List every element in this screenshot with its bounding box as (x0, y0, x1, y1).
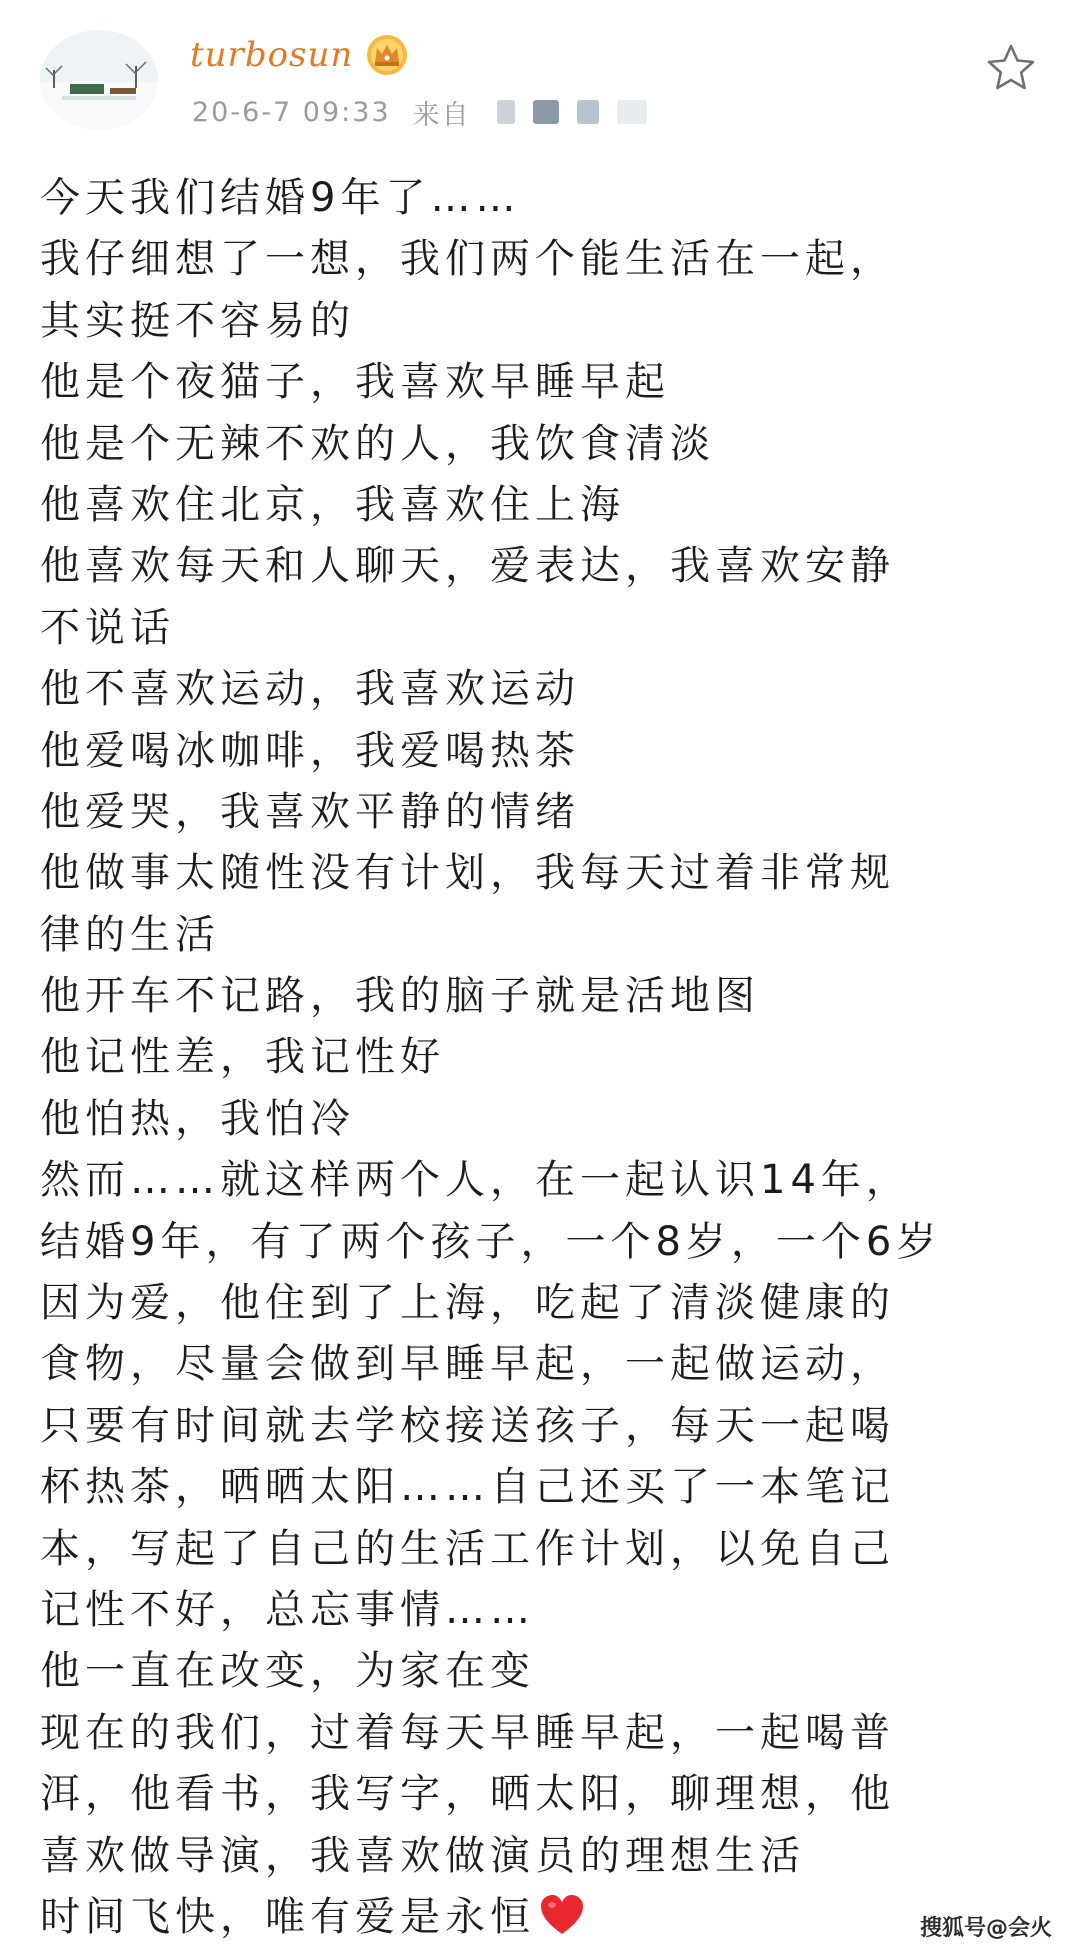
user-avatar[interactable] (40, 30, 158, 130)
post-line: 结婚9年，有了两个孩子，一个8岁，一个6岁 (40, 1218, 942, 1265)
username-row (190, 30, 409, 80)
username-link[interactable]: turbosun (190, 35, 354, 75)
post-line-last-text: 时间飞快，唯有爱是永恒 (40, 1893, 535, 1940)
post-line-last (40, 1887, 1040, 1947)
post-line: 他爱喝冰咖啡，我爱喝热茶 (40, 727, 580, 774)
post-timestamp: 20-6-7 09:33 (192, 96, 391, 128)
post-line: 他做事太随性没有计划，我每天过着非常规 (40, 850, 895, 897)
post-line: 他记性差，我记性好 (40, 1034, 445, 1081)
blurred-source-device (497, 100, 647, 124)
post-line: 他怕热，我怕冷 (40, 1095, 355, 1142)
crown-icon (365, 34, 409, 76)
post-header (0, 0, 1080, 150)
post-line: 他喜欢每天和人聊天，爱表达，我喜欢安静 (40, 543, 895, 590)
watermark: 搜狐号@会火 (920, 1916, 1053, 1941)
heart-icon (539, 1894, 585, 1936)
post-line: 因为爱，他住到了上海，吃起了清淡健康的 (40, 1280, 895, 1327)
post-line: 他开车不记路，我的脑子就是活地图 (40, 973, 760, 1020)
post-line: 只要有时间就去学校接送孩子，每天一起喝 (40, 1402, 895, 1449)
post-line: 不说话 (40, 604, 175, 651)
post-line: 他是个夜猫子，我喜欢早睡早起 (40, 359, 670, 406)
post-line: 现在的我们，过着每天早睡早起，一起喝普 (40, 1709, 895, 1756)
post-content (40, 168, 1040, 1947)
post-line: 他不喜欢运动，我喜欢运动 (40, 666, 580, 713)
post-line: 杯热茶，晒晒太阳……自己还买了一本笔记 (40, 1464, 895, 1511)
post-line: 本，写起了自己的生活工作计划，以免自己 (40, 1525, 895, 1572)
post-meta (192, 92, 647, 132)
post-line: 洱，他看书，我写字，晒太阳，聊理想，他 (40, 1771, 895, 1818)
snow-landscape-avatar-icon (40, 30, 158, 130)
post-line: 然而……就这样两个人，在一起认识14年， (40, 1157, 911, 1204)
post-line: 他是个无辣不欢的人，我饮食清淡 (40, 420, 715, 467)
post-line: 今天我们结婚9年了…… (40, 175, 521, 221)
post-line: 律的生活 (40, 911, 220, 958)
post-line: 记性不好，总忘事情…… (40, 1586, 535, 1633)
post-line: 其实挺不容易的 (40, 297, 355, 344)
post-line: 喜欢做导演，我喜欢做演员的理想生活 (40, 1832, 805, 1879)
post-source-label: 来自 (412, 99, 471, 131)
post-line: 他爱哭，我喜欢平静的情绪 (40, 788, 580, 835)
post-line: 我仔细想了一想，我们两个能生活在一起， (40, 236, 895, 283)
star-icon[interactable] (985, 42, 1037, 92)
post-line: 他一直在改变，为家在变 (40, 1648, 535, 1695)
post-line: 食物，尽量会做到早睡早起，一起做运动， (40, 1341, 895, 1388)
post-line: 他喜欢住北京，我喜欢住上海 (40, 481, 625, 528)
